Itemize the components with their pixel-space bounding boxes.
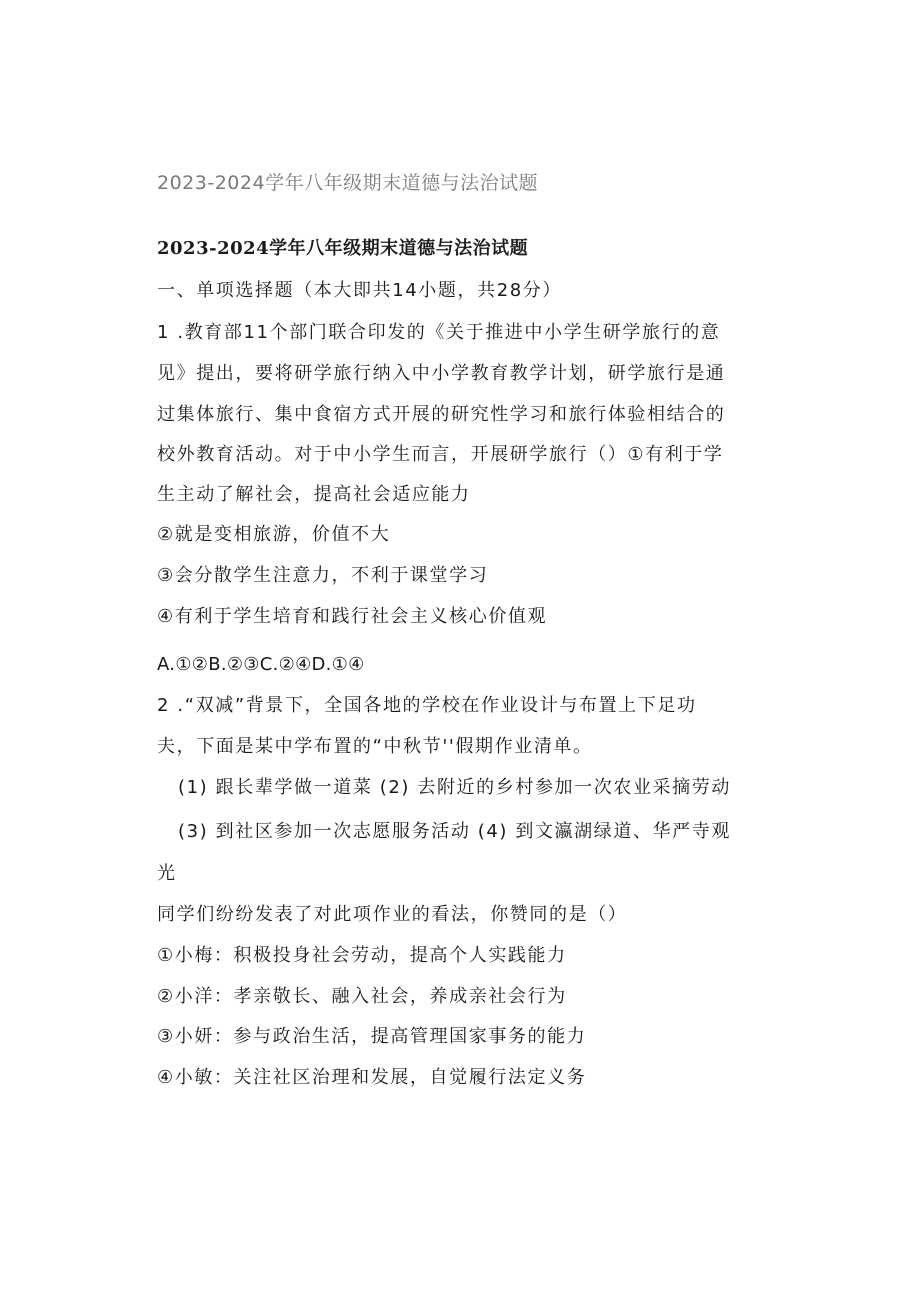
- q1-stem-line-2: 见》提出，要将研学旅行纳入中小学教育教学计划，研学旅行是通: [157, 363, 726, 384]
- q2-stem-line-1: 2 .“双减”背景下，全国各地的学校在作业设计与布置上下足功: [157, 695, 697, 716]
- q2-view-4: ④小敏：关注社区治理和发展，自觉履行法定义务: [157, 1067, 587, 1088]
- q2-stem-line-2: 夫，下面是某中学布置的“中秋节''假期作业清单。: [157, 736, 593, 757]
- q1-statement-2: ②就是变相旅游，价值不大: [157, 524, 391, 545]
- document-title: 2023-2024学年八年级期末道德与法治试题: [157, 238, 529, 259]
- q1-options: A.①②B.②③C.②④D.①④: [157, 654, 365, 675]
- q1-stem-line-1: 1 .教育部11个部门联合印发的《关于推进中小学生研学旅行的意: [157, 322, 721, 343]
- q1-stem-line-3: 过集体旅行、集中食宿方式开展的研究性学习和旅行体验相结合的: [157, 404, 726, 425]
- q2-view-2: ②小洋：孝亲敬长、融入社会，养成亲社会行为: [157, 986, 567, 1007]
- q2-task-line-2: (3) 到社区参加一次志愿服务活动 (4) 到文瀛湖绿道、华严寺观: [178, 821, 731, 842]
- q2-view-1: ①小梅：积极投身社会劳动，提高个人实践能力: [157, 945, 567, 966]
- q1-statement-3: ③会分散学生注意力，不利于课堂学习: [157, 565, 489, 586]
- q1-statement-4: ④有利于学生培育和践行社会主义核心价值观: [157, 606, 548, 627]
- q1-stem-line-4: 校外教育活动。对于中小学生而言，开展研学旅行（）①有利于学: [157, 444, 724, 465]
- q2-prompt: 同学们纷纷发表了对此项作业的看法，你赞同的是（）: [157, 904, 628, 925]
- q1-stem-line-5: 生主动了解社会，提高社会适应能力: [157, 484, 471, 505]
- q2-view-3: ③小妍：参与政治生活，提高管理国家事务的能力: [157, 1026, 587, 1047]
- q2-task-line-1: (1) 跟长辈学做一道菜 (2) 去附近的乡村参加一次农业采摘劳动: [178, 777, 731, 798]
- q2-task-wrap: 光: [157, 863, 177, 884]
- section-heading: 一、单项选择题（本大即共14小题，共28分）: [157, 280, 563, 301]
- document-header: 2023-2024学年八年级期末道德与法治试题: [157, 172, 539, 194]
